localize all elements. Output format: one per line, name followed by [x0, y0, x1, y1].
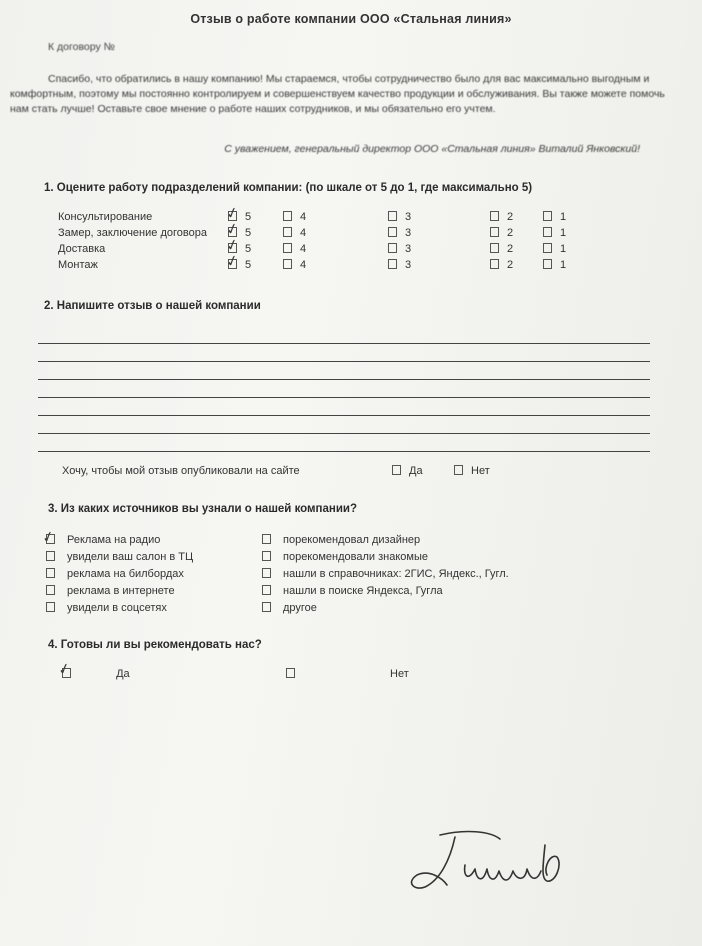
- source-checkbox[interactable]: [46, 568, 55, 578]
- rating-checkbox[interactable]: [388, 259, 397, 269]
- rating-option[interactable]: [543, 243, 566, 255]
- rating-option[interactable]: [490, 259, 513, 271]
- rating-value: 4: [300, 211, 307, 223]
- rating-checkbox[interactable]: [490, 211, 499, 221]
- rating-value: 1: [560, 243, 567, 255]
- question-2-title: 2. Напишите отзыв о нашей компании: [44, 300, 261, 312]
- rating-value: 5: [245, 227, 252, 239]
- publish-yes-checkbox[interactable]: [392, 465, 401, 475]
- source-option[interactable]: [262, 602, 317, 614]
- source-checkbox[interactable]: [262, 551, 271, 561]
- source-label: увидели ваш салон в ТЦ: [67, 551, 194, 563]
- rating-value: 1: [560, 259, 567, 271]
- rating-value: 4: [300, 227, 307, 239]
- source-option[interactable]: [262, 551, 428, 563]
- source-checkbox[interactable]: [262, 585, 271, 595]
- checkmark-icon: ✓: [224, 235, 241, 256]
- rating-option[interactable]: [283, 243, 306, 255]
- publish-yes-label: Да: [409, 465, 423, 477]
- publish-yes-option[interactable]: [392, 465, 423, 477]
- rating-option[interactable]: [283, 259, 306, 271]
- rating-value: 3: [405, 227, 412, 239]
- source-checkbox[interactable]: [262, 602, 271, 612]
- rating-value: 2: [507, 243, 514, 255]
- rating-value: 2: [507, 211, 514, 223]
- source-option[interactable]: [46, 534, 160, 546]
- source-option[interactable]: [262, 585, 443, 597]
- rating-checkbox[interactable]: [490, 259, 499, 269]
- checkmark-icon: ✓: [56, 659, 73, 680]
- rating-option[interactable]: [543, 227, 566, 239]
- source-checkbox[interactable]: [262, 534, 271, 544]
- rating-checkbox[interactable]: [283, 243, 292, 253]
- rating-option[interactable]: [388, 227, 411, 239]
- source-label: порекомендовали знакомые: [283, 551, 428, 563]
- contract-number-label: К договору №: [48, 41, 115, 53]
- question-4-title: 4. Готовы ли вы рекомендовать нас?: [48, 639, 262, 651]
- rating-checkbox[interactable]: [388, 211, 397, 221]
- checkmark-icon: ✓: [224, 203, 241, 224]
- rating-value: 4: [300, 259, 307, 271]
- rating-checkbox[interactable]: [283, 227, 292, 237]
- publish-review-label: Хочу, чтобы мой отзыв опубликовали на сайте: [62, 465, 300, 477]
- source-label: нашли в поиске Яндекса, Гугла: [283, 585, 443, 597]
- rating-option[interactable]: [388, 243, 411, 255]
- recommend-no-checkbox[interactable]: [286, 668, 295, 678]
- rating-row-label: Доставка: [58, 243, 106, 255]
- rating-checkbox[interactable]: [388, 227, 397, 237]
- director-signature-line: С уважением, генеральный директор ООО «Стальная линия» Виталий Янковский!: [224, 143, 640, 155]
- source-label: реклама в интернете: [67, 585, 175, 597]
- checkmark-icon: ✓: [224, 251, 241, 272]
- rating-value: 5: [245, 259, 252, 271]
- rating-option[interactable]: [490, 243, 513, 255]
- rating-option[interactable]: [388, 211, 411, 223]
- rating-value: 3: [405, 211, 412, 223]
- question-3-title: 3. Из каких источников вы узнали о нашей компании?: [48, 503, 358, 515]
- source-checkbox[interactable]: [46, 602, 55, 612]
- question-1-title: 1. Оцените работу подразделений компании: (по шкале от 5 до 1, где максимально 5): [44, 182, 533, 194]
- source-checkbox[interactable]: [46, 551, 55, 561]
- handwritten-signature: [395, 825, 585, 905]
- rating-value: 5: [245, 243, 252, 255]
- rating-value: 2: [507, 227, 514, 239]
- rating-value: 3: [405, 243, 412, 255]
- rating-option[interactable]: [543, 211, 566, 223]
- source-option[interactable]: [262, 568, 509, 580]
- publish-no-checkbox[interactable]: [454, 465, 463, 475]
- rating-checkbox[interactable]: [543, 227, 552, 237]
- source-checkbox[interactable]: [46, 585, 55, 595]
- source-option[interactable]: [46, 602, 167, 614]
- rating-checkbox[interactable]: [283, 259, 292, 269]
- rating-row-label: Консультирование: [58, 211, 153, 223]
- source-label: реклама на билбордах: [67, 568, 184, 580]
- rating-checkbox[interactable]: [543, 259, 552, 269]
- source-label: другое: [283, 602, 317, 614]
- recommend-no-option[interactable]: [286, 668, 303, 680]
- rating-checkbox[interactable]: [543, 243, 552, 253]
- checkmark-icon: ✓: [40, 527, 57, 548]
- rating-option[interactable]: [490, 211, 513, 223]
- source-label: увидели в соцсетях: [67, 602, 167, 614]
- recommend-no-label: Нет: [390, 668, 409, 680]
- rating-option[interactable]: [283, 227, 306, 239]
- rating-row-label: Замер, заключение договора: [58, 227, 207, 239]
- rating-row-label: Монтаж: [58, 259, 98, 271]
- recommend-yes-label: Да: [116, 668, 130, 680]
- rating-value: 5: [245, 211, 252, 223]
- rating-checkbox[interactable]: [490, 227, 499, 237]
- rating-checkbox[interactable]: [543, 211, 552, 221]
- rating-value: 1: [560, 227, 567, 239]
- rating-value: 2: [507, 259, 514, 271]
- rating-value: 1: [560, 211, 567, 223]
- source-label: порекомендовал дизайнер: [283, 534, 421, 546]
- source-option[interactable]: [46, 551, 193, 563]
- source-label: нашли в справочниках: 2ГИС, Яндекс., Гугл.: [283, 568, 509, 580]
- form-title: Отзыв о работе компании ООО «Стальная линия»: [190, 12, 512, 26]
- source-checkbox[interactable]: [262, 568, 271, 578]
- rating-value: 4: [300, 243, 307, 255]
- source-label: Реклама на радио: [67, 534, 161, 546]
- source-option[interactable]: [46, 585, 175, 597]
- rating-option[interactable]: [543, 259, 566, 271]
- rating-option[interactable]: [283, 211, 306, 223]
- publish-no-option[interactable]: [454, 465, 490, 477]
- source-option[interactable]: [262, 534, 420, 546]
- rating-checkbox[interactable]: [490, 243, 499, 253]
- publish-no-label: Нет: [471, 465, 490, 477]
- checkmark-icon: ✓: [224, 219, 241, 240]
- rating-option[interactable]: [490, 227, 513, 239]
- rating-checkbox[interactable]: [388, 243, 397, 253]
- source-option[interactable]: [46, 568, 184, 580]
- rating-checkbox[interactable]: [283, 211, 292, 221]
- intro-text: Спасибо, что обратились в нашу компанию! Мы стараемся, чтобы сотрудничество было для вас максимально выгодным и комфортным, поэтому мы постоянно контролируем и совершенствуем качество продукции и обслуживания. Вы также можете помочь нам стать лучше! Оставьте свое мнение о работе наших сотрудников, и мы обязательно его учтем.: [10, 73, 665, 115]
- rating-option[interactable]: [388, 259, 411, 271]
- rating-value: 3: [405, 259, 412, 271]
